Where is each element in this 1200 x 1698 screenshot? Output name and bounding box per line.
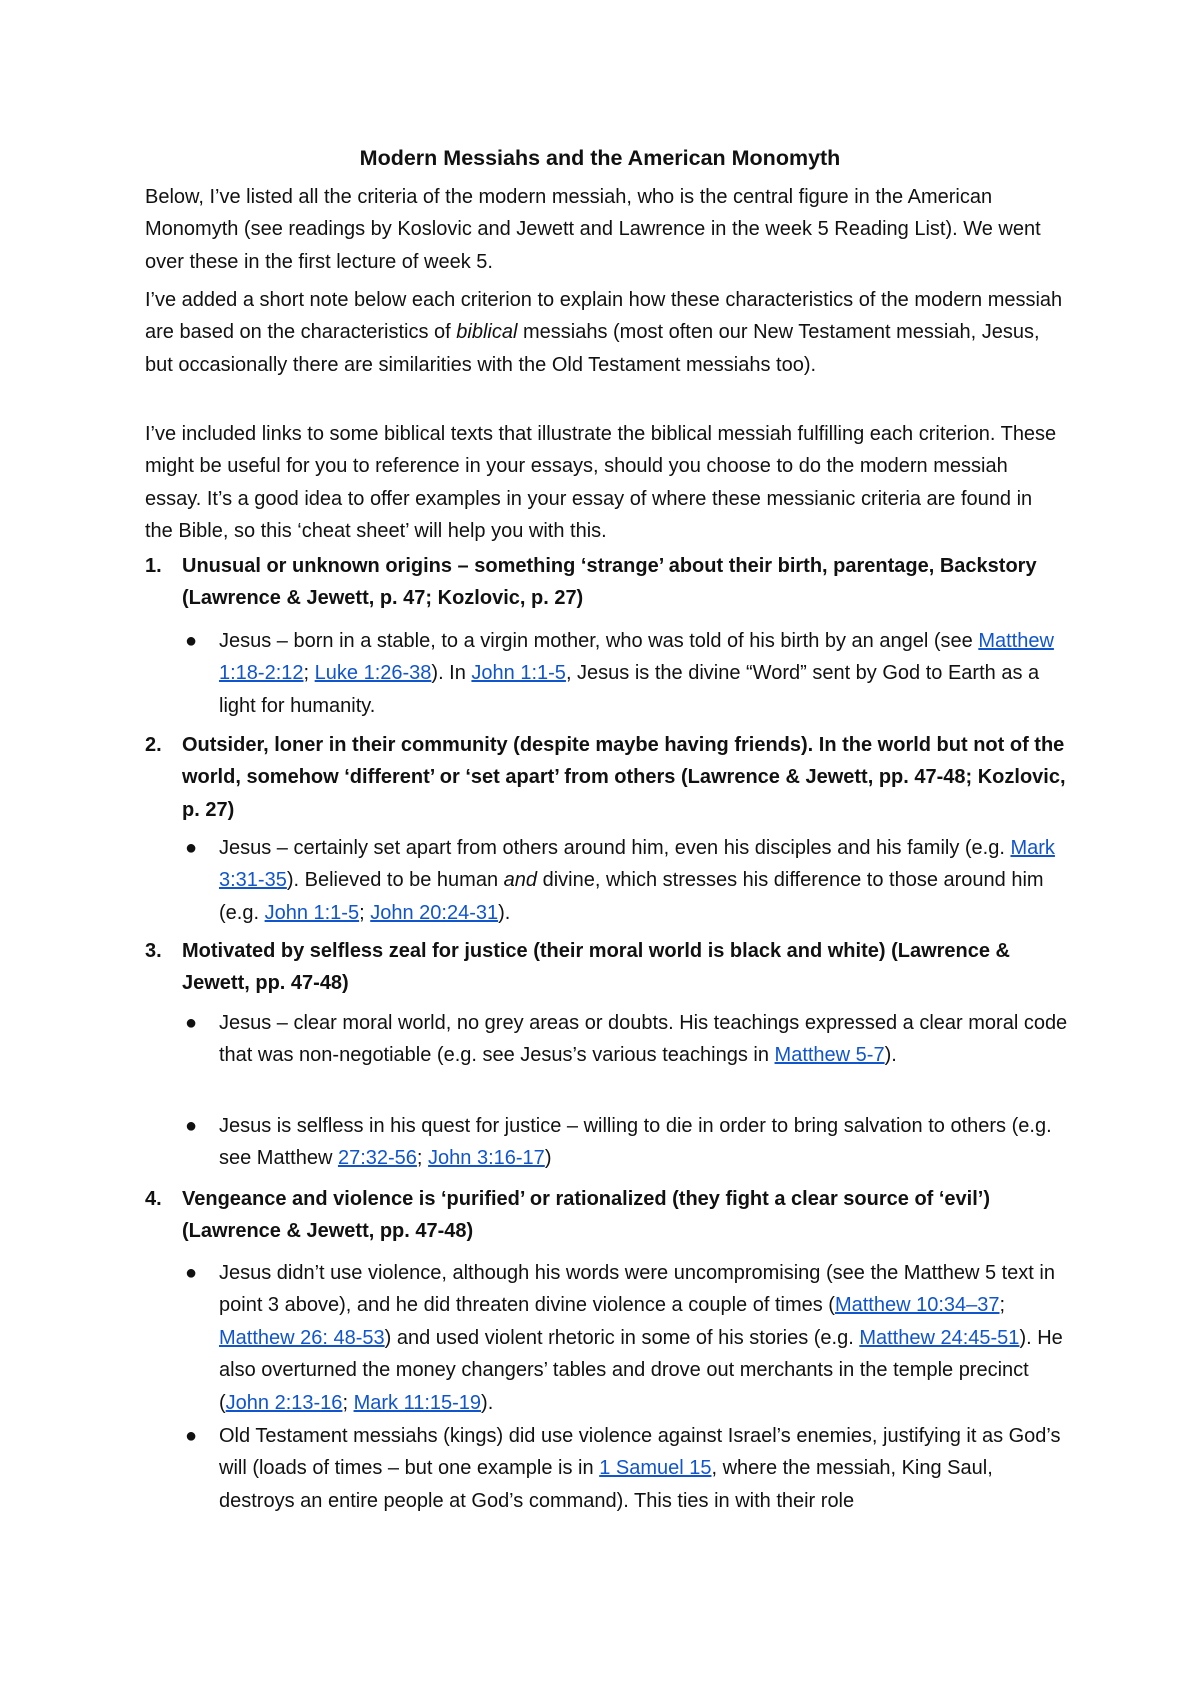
intro-paragraph-1 [145, 181, 1065, 278]
scripture-link[interactable]: Matthew 5-7 [774, 1044, 885, 1067]
bullet-icon: ● [185, 1115, 198, 1137]
scripture-link[interactable]: 27:32-56 [337, 1147, 417, 1170]
page-title: Modern Messiahs and the American Monomyth [359, 146, 841, 170]
bullet-text: Old Testament messiahs (kings) did use violence against Israel’s enemies, justifying it as God’s will (loads of times – but one example is in 1 Samuel 15, where the messiah, King Saul, destroys an entire people at God’s command). This ties in with their role [219, 1425, 1061, 1512]
scripture-link[interactable]: Matthew 26: 48-53 [219, 1326, 385, 1349]
scripture-link[interactable]: Matthew 1:18-2:12 [219, 630, 1054, 685]
bullet-icon: ● [185, 1262, 198, 1284]
criterion-1 [145, 550, 1080, 615]
scripture-link[interactable]: John 20:24-31 [370, 901, 499, 924]
criterion-heading: Vengeance and violence is ‘purified’ or rationalized (they fight a clear source of ‘evil’) (Lawrence & Jewett, pp. 47-48) [182, 1188, 991, 1243]
criterion-number: 4. [145, 1188, 162, 1210]
paragraph-text: I’ve added a short note below each criterion to explain how these characteristics of the modern messiah are based on the characteristics of [145, 289, 1063, 344]
scripture-link[interactable]: Mark 3:31-35 [219, 837, 1055, 892]
bullet-text: Jesus – certainly set apart from others around him, even his disciples and his family (e.g. Mark 3:31-35). Believed to be human and divine, which stresses his difference to those around him (e.g. John 1:1-5; John 20:24-31). [219, 837, 1055, 924]
scripture-link[interactable]: John 1:1-5 [264, 901, 360, 924]
criterion-4 [145, 1183, 1080, 1248]
criterion-3-bullet-2 [183, 1110, 1073, 1175]
criterion-4-bullet-1 [183, 1257, 1073, 1419]
intro-paragraph-3 [145, 418, 1065, 548]
bullet-text: Jesus – born in a stable, to a virgin mother, who was told of his birth by an angel (see Matthew 1:18-2:12; Luke 1:26-38). In John 1:1-5, Jesus is the divine “Word” sent by God to Earth as a light for humanity. [219, 630, 1054, 717]
scripture-link[interactable]: John 1:1-5 [471, 662, 566, 685]
scripture-link[interactable]: 1 Samuel 15 [599, 1457, 712, 1480]
bullet-text: Jesus didn’t use violence, although his words were uncompromising (see the Matthew 5 text in point 3 above), and he did threaten divine violence a couple of times (Matthew 10:34–37; Matthew 26: 48-53) and used violent rhetoric in some of his stories (e.g. Matthew 24:45-51). He also overturned the money changers’ tables and drove out merchants in the temple precinct (John 2:13-16; Mark 11:15-19). [219, 1262, 1063, 1414]
scripture-link[interactable]: Matthew 10:34–37 [834, 1294, 1000, 1317]
intro-paragraph-2 [145, 284, 1065, 381]
scripture-link[interactable]: John 2:13-16 [225, 1391, 343, 1414]
criterion-heading: Motivated by selfless zeal for justice (their moral world is black and white) (Lawrence & Jewett, pp. 47-48) [182, 940, 1010, 995]
paragraph-text: messiahs (most often our New Testament messiah, Jesus, but occasionally there are similarities with the Old Testament messiahs too). [145, 321, 1040, 376]
bullet-text: Jesus is selfless in his quest for justice – willing to die in order to bring salvation to others (e.g. see Matthew 27:32-56; John 3:16-17) [219, 1115, 1052, 1170]
bullet-icon: ● [185, 1012, 198, 1034]
criterion-number: 3. [145, 940, 162, 962]
emphasis-text: biblical [456, 321, 518, 344]
paragraph-text: Below, I’ve listed all the criteria of the modern messiah, who is the central figure in the American Monomyth (see readings by Koslovic and Jewett and Lawrence in the week 5 Reading List). We went over these in the first lecture of week 5. [145, 186, 1041, 273]
criterion-2 [145, 729, 1080, 826]
scripture-link[interactable]: Luke 1:26-38 [314, 662, 432, 685]
scripture-link[interactable]: Mark 11:15-19 [353, 1391, 482, 1414]
scripture-link[interactable]: Matthew 24:45-51 [859, 1326, 1020, 1349]
bullet-text: Jesus – clear moral world, no grey areas or doubts. His teachings expressed a clear moral code that was non-negotiable (e.g. see Jesus’s various teachings in Matthew 5-7). [219, 1012, 1068, 1067]
bullet-icon: ● [185, 630, 198, 652]
criterion-1-bullet-1 [183, 625, 1073, 722]
criterion-3 [145, 935, 1080, 1000]
bullet-icon: ● [185, 837, 198, 859]
criterion-2-bullet-1 [183, 832, 1073, 929]
bullet-icon: ● [185, 1425, 198, 1447]
paragraph-text: I’ve included links to some biblical texts that illustrate the biblical messiah fulfilling each criterion. These might be useful for you to reference in your essays, should you choose to do the modern messiah essay. It’s a good idea to offer examples in your essay of where these messianic criteria are found in the Bible, so this ‘cheat sheet’ will help you with this. [145, 423, 1057, 543]
criterion-3-bullet-1 [183, 1007, 1073, 1072]
criterion-4-bullet-2 [183, 1420, 1073, 1517]
scripture-link[interactable]: John 3:16-17 [428, 1147, 545, 1170]
criterion-heading: Unusual or unknown origins – something ‘strange’ about their birth, parentage, Backstory (Lawrence & Jewett, p. 47; Kozlovic, p. 27) [182, 555, 1037, 610]
criterion-number: 1. [145, 555, 162, 577]
criterion-number: 2. [145, 734, 162, 756]
criterion-heading: Outsider, loner in their community (despite maybe having friends). In the world but not of the world, somehow ‘different’ or ‘set apart’ from others (Lawrence & Jewett, pp. 47-48; Kozlovic, p. 27) [182, 734, 1066, 821]
